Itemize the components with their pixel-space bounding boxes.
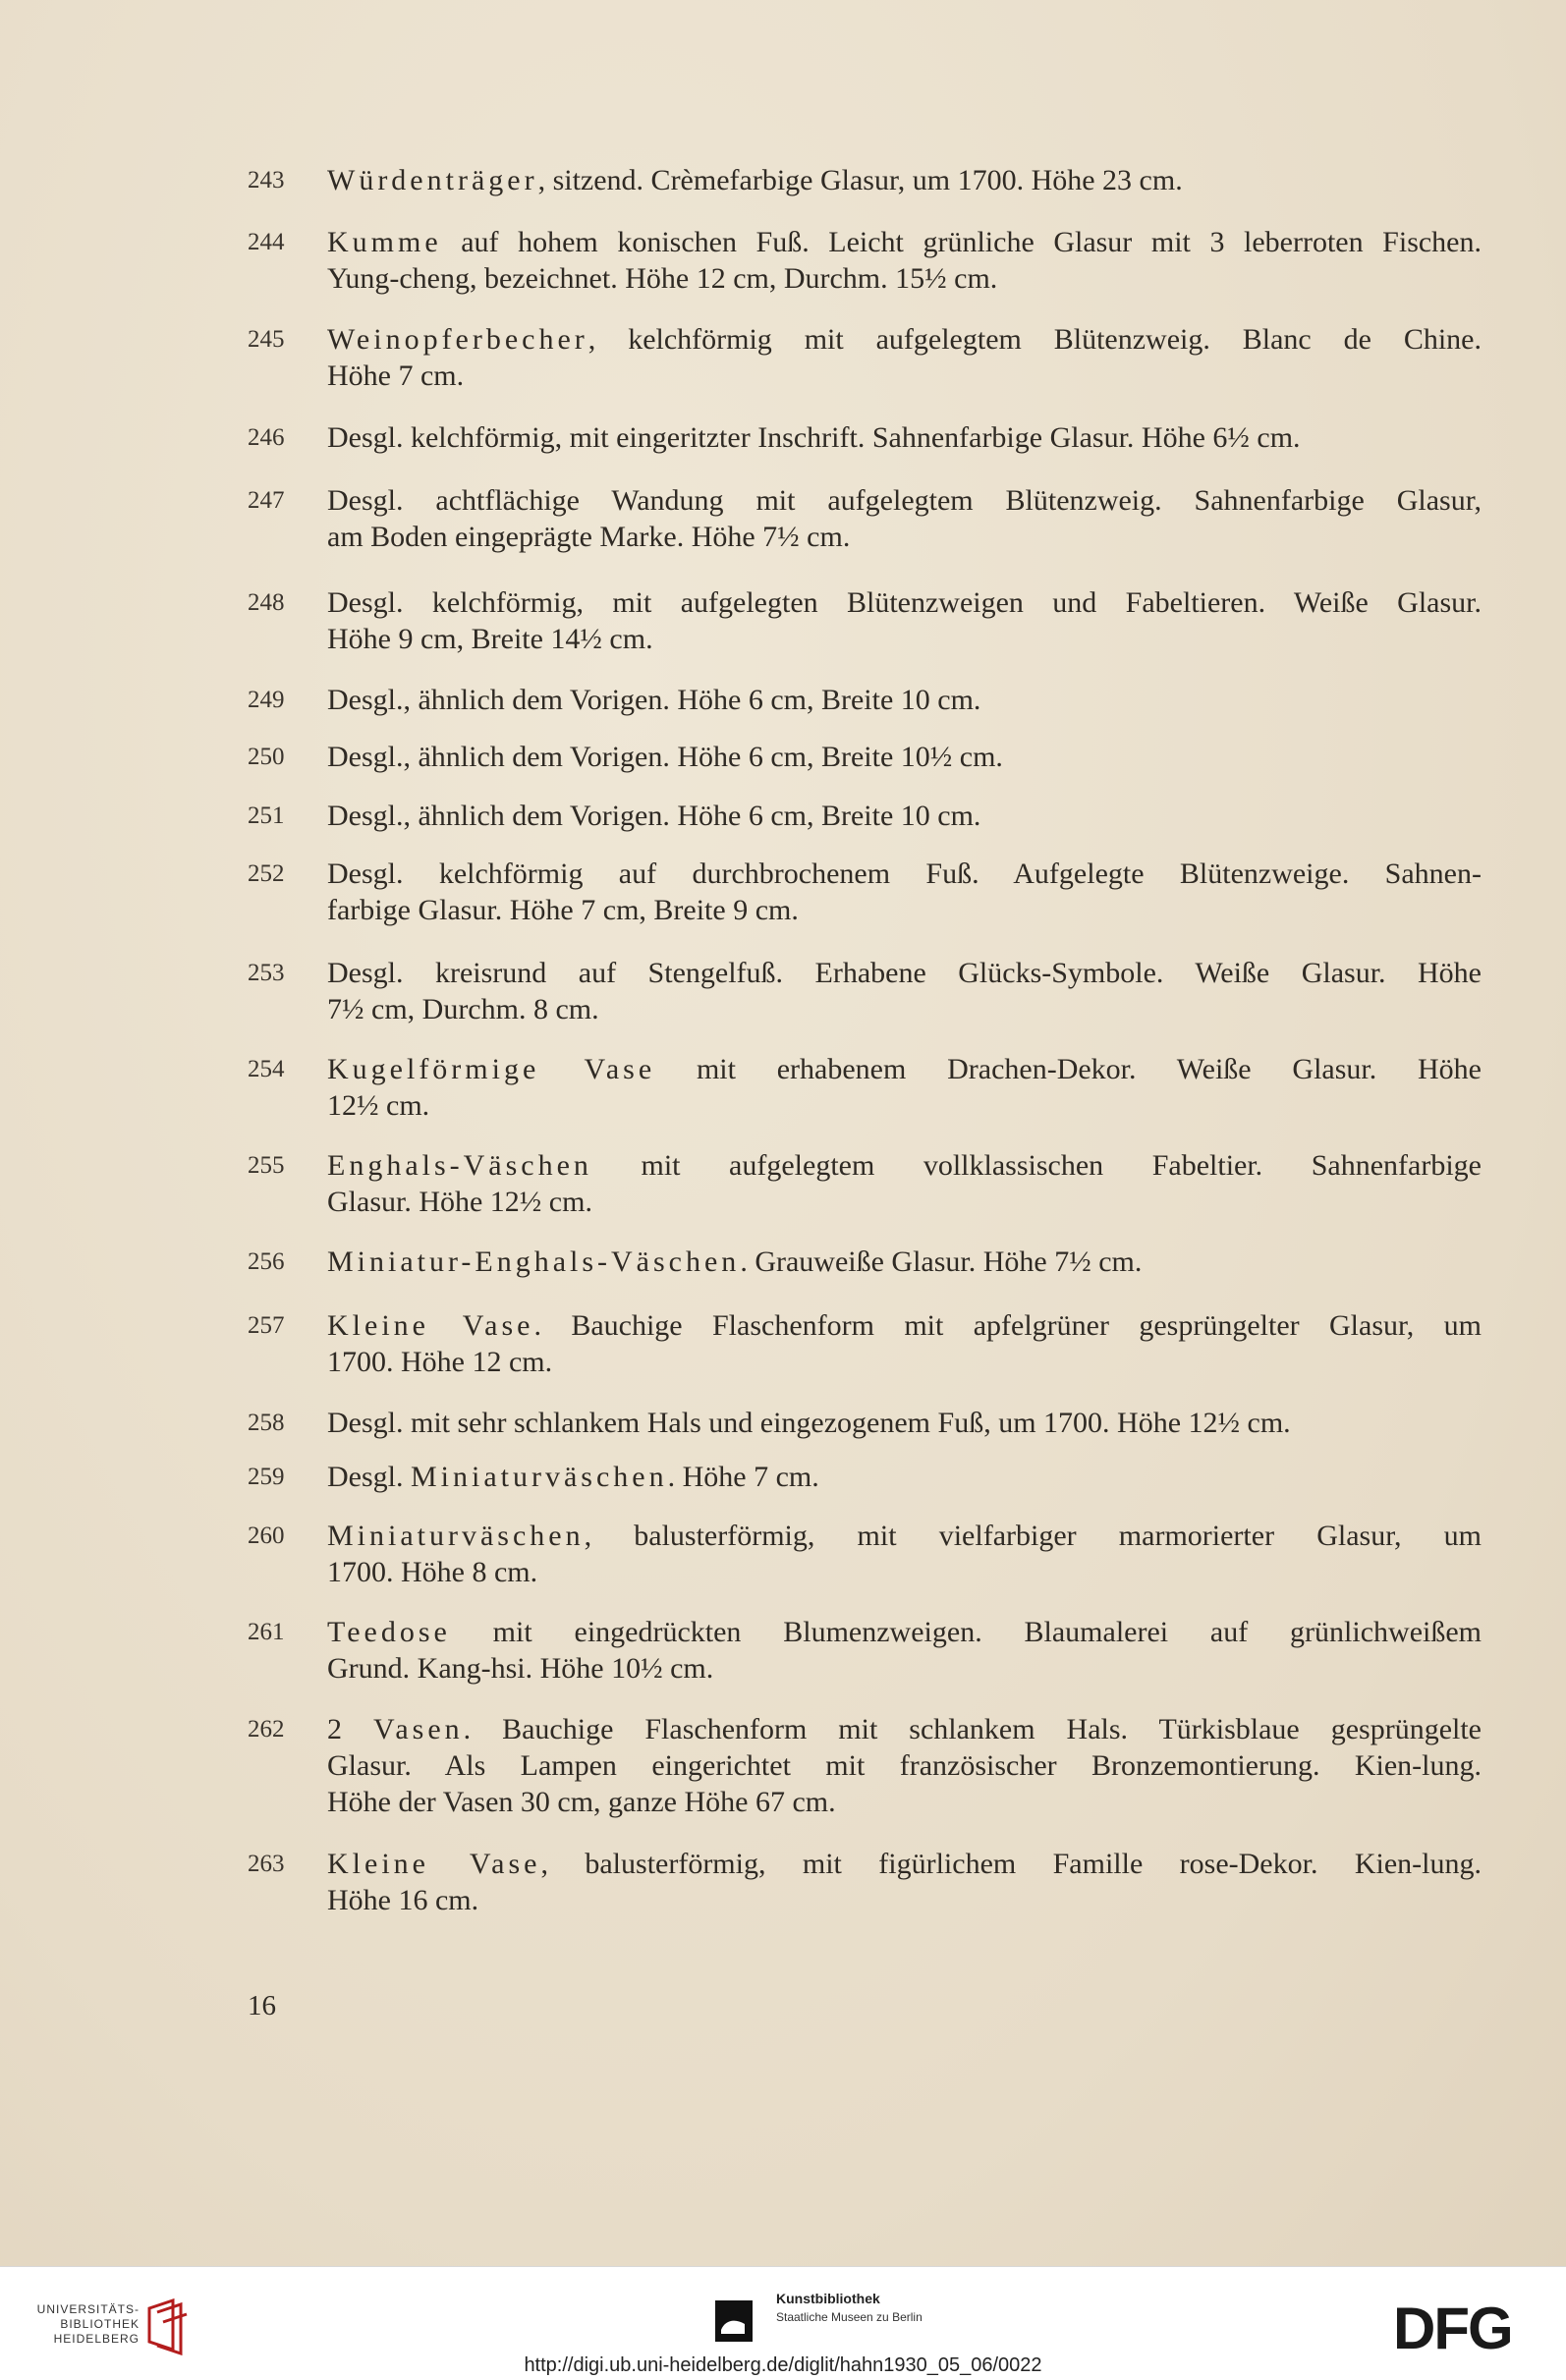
entry-description (327, 1244, 1482, 1280)
entry-line (327, 1882, 1482, 1918)
entry-text: Desgl. kelchförmig, mit aufgelegten Blütenzweigen und Fabeltieren. Weiße Glasur. (327, 586, 1482, 619)
entry-number: 252 (248, 860, 285, 887)
entry-text: Desgl. kelchförmig auf durchbrochenem Fuß. Aufgelegte Blütenzweige. Sahnen- (327, 858, 1482, 890)
entry-text: 2 (327, 1713, 373, 1745)
entry-line (327, 1518, 1482, 1554)
entry-line (327, 1614, 1482, 1650)
item-title: Vasen (372, 1713, 464, 1745)
library-line: BIBLIOTHEK (60, 2317, 140, 2331)
entry-text: Grund. Kang-hsi. Höhe 10½ cm. (327, 1652, 714, 1685)
entry-line (327, 1784, 1482, 1820)
entry-description (327, 1147, 1482, 1220)
entry-line (327, 1244, 1482, 1280)
entry-description (327, 1051, 1482, 1124)
entry-number: 251 (248, 803, 285, 829)
library-line: HEIDELBERG (53, 2332, 140, 2346)
entry-text: Yung-cheng, bezeichnet. Höhe 12 cm, Durchm. 15½ cm. (327, 262, 998, 295)
entry-description (327, 955, 1482, 1027)
entry-number: 247 (248, 487, 285, 514)
entry-text: am Boden eingeprägte Marke. Höhe 7½ cm. (327, 521, 851, 553)
kunstbibliothek-title: Kunstbibliothek (776, 2291, 880, 2306)
entry-description (327, 1614, 1482, 1687)
entry-text: mit erhabenem Drachen-Dekor. Weiße Glasur. Höhe (655, 1053, 1482, 1085)
entry-number: 255 (248, 1152, 285, 1179)
entry-description (327, 482, 1482, 555)
entry-number: 243 (248, 167, 285, 194)
item-title: Kleine Vase (327, 1309, 534, 1342)
entry-line (327, 358, 1482, 394)
entry-description (327, 1405, 1482, 1441)
entry-text: Höhe der Vasen 30 cm, ganze Höhe 67 cm. (327, 1786, 836, 1818)
entry-text: , balusterförmig, mit vielfarbiger marmorierter Glasur, um (584, 1520, 1482, 1552)
entry-line (327, 739, 1482, 775)
entry-line (327, 1554, 1482, 1590)
entry-number: 259 (248, 1464, 285, 1490)
entry-description (327, 682, 1482, 718)
item-title: Miniaturväschen (327, 1520, 585, 1552)
entry-number: 254 (248, 1056, 285, 1082)
entry-line (327, 1405, 1482, 1441)
page-number: 16 (248, 1990, 276, 2021)
entry-text: auf hohem konischen Fuß. Leicht grünliche Glasur mit 3 leberroten Fischen. (441, 226, 1482, 258)
item-title: Weinopferbecher (327, 323, 588, 356)
entry-description (327, 1459, 1482, 1495)
entry-description (327, 739, 1482, 775)
entry-text: Höhe 9 cm, Breite 14½ cm. (327, 623, 653, 655)
entry-number: 245 (248, 326, 285, 353)
entry-text: , balusterförmig, mit figürlichem Famille rose-Dekor. Kien-lung. (540, 1848, 1482, 1880)
entry-line (327, 482, 1482, 519)
entry-line (327, 1307, 1482, 1344)
entry-text: Desgl. mit sehr schlankem Hals und eingezogenem Fuß, um 1700. Höhe 12½ cm. (327, 1407, 1291, 1439)
entry-line (327, 991, 1482, 1027)
entry-text: Desgl., ähnlich dem Vorigen. Höhe 6 cm, Breite 10 cm. (327, 684, 981, 716)
entry-description (327, 1711, 1482, 1820)
entry-text: 1700. Höhe 12 cm. (327, 1346, 553, 1378)
entry-description (327, 798, 1482, 834)
entry-line (327, 798, 1482, 834)
entry-text: Höhe 16 cm. (327, 1884, 479, 1916)
entry-number: 263 (248, 1851, 285, 1877)
entry-number: 244 (248, 229, 285, 255)
entry-number: 246 (248, 424, 285, 451)
entry-text: , sitzend. Crèmefarbige Glasur, um 1700. Höhe 23 cm. (537, 164, 1183, 196)
library-name (22, 2302, 140, 2347)
entry-line (327, 224, 1482, 260)
entry-text: farbige Glasur. Höhe 7 cm, Breite 9 cm. (327, 894, 799, 926)
heidelberg-library-logo[interactable] (22, 2298, 189, 2357)
entry-number: 248 (248, 589, 285, 616)
entry-description (327, 162, 1482, 198)
entry-line (327, 856, 1482, 892)
item-title: Miniaturväschen (411, 1461, 668, 1493)
entry-text: mit eingedrückten Blumenzweigen. Blaumalerei auf grünlichweißem (450, 1616, 1482, 1648)
item-title: Teedose (327, 1616, 451, 1648)
entry-number: 256 (248, 1248, 285, 1275)
entry-number: 262 (248, 1716, 285, 1743)
entry-number: 261 (248, 1619, 285, 1645)
entry-text: Desgl. (327, 1461, 411, 1493)
entry-line (327, 519, 1482, 555)
entry-line (327, 1711, 1482, 1747)
entry-text: . Grauweiße Glasur. Höhe 7½ cm. (740, 1245, 1143, 1278)
entry-text: . Höhe 7 cm. (667, 1461, 819, 1493)
entry-text: Glasur. Als Lampen eingerichtet mit französischer Bronzemontierung. Kien-lung. (327, 1749, 1482, 1782)
entry-line (327, 955, 1482, 991)
entry-line (327, 1087, 1482, 1124)
entry-line (327, 1650, 1482, 1687)
entry-line (327, 1184, 1482, 1220)
entry-text: Glasur. Höhe 12½ cm. (327, 1186, 592, 1218)
footer-bar (0, 2266, 1566, 2380)
entry-line (327, 1344, 1482, 1380)
entry-description (327, 584, 1482, 657)
library-line: UNIVERSITÄTS- (36, 2302, 140, 2316)
entry-text: 7½ cm, Durchm. 8 cm. (327, 993, 599, 1025)
entry-line (327, 321, 1482, 358)
entry-description (327, 224, 1482, 297)
entry-line (327, 260, 1482, 297)
item-title: Würdenträger (327, 164, 538, 196)
entry-description (327, 1518, 1482, 1590)
entry-line (327, 621, 1482, 657)
entry-number: 260 (248, 1522, 285, 1549)
kunstbibliothek-emblem-icon (715, 2300, 753, 2342)
entry-text: Desgl. kreisrund auf Stengelfuß. Erhabene Glücks-Symbole. Weiße Glasur. Höhe (327, 957, 1482, 989)
entry-text: 1700. Höhe 8 cm. (327, 1556, 538, 1588)
item-title: Miniatur-Enghals-Väschen (327, 1245, 741, 1278)
entry-text: Desgl. kelchförmig, mit eingeritzter Inschrift. Sahnenfarbige Glasur. Höhe 6½ cm. (327, 421, 1301, 454)
entry-description (327, 1846, 1482, 1918)
entry-line (327, 682, 1482, 718)
entry-text: , kelchförmig mit aufgelegtem Blütenzweig. Blanc de Chine. (587, 323, 1482, 356)
entry-number: 257 (248, 1312, 285, 1339)
item-title: Enghals-Väschen (327, 1149, 592, 1182)
permalink-url[interactable]: http://digi.ub.uni-heidelberg.de/diglit/hahn1930_05_06/0022 (524, 2354, 1042, 2376)
entry-number: 249 (248, 687, 285, 713)
entry-line (327, 584, 1482, 621)
entry-line (327, 1459, 1482, 1495)
entry-text: mit aufgelegtem vollklassischen Fabeltier. Sahnenfarbige (591, 1149, 1482, 1182)
entry-text: Höhe 7 cm. (327, 360, 465, 392)
entry-text: Desgl., ähnlich dem Vorigen. Höhe 6 cm, Breite 10½ cm. (327, 741, 1003, 773)
entry-description (327, 321, 1482, 394)
entry-text: Desgl. achtflächige Wandung mit aufgelegtem Blütenzweig. Sahnenfarbige Glasur, (327, 484, 1482, 517)
kunstbibliothek-logo[interactable] (715, 2289, 951, 2348)
entry-text: . Bauchige Flaschenform mit apfelgrüner gesprüngelter Glasur, um (533, 1309, 1482, 1342)
entry-line (327, 892, 1482, 928)
entry-text: 12½ cm. (327, 1089, 430, 1122)
entry-line (327, 1147, 1482, 1184)
entry-text: Desgl., ähnlich dem Vorigen. Höhe 6 cm, Breite 10 cm. (327, 800, 981, 832)
entry-text: . Bauchige Flaschenform mit schlankem Hals. Türkisblaue gesprüngelte (463, 1713, 1482, 1745)
dfg-logo[interactable]: DFG (1393, 2296, 1512, 2361)
item-title: Kleine Vase (327, 1848, 541, 1880)
entry-number: 258 (248, 1410, 285, 1436)
entry-line (327, 162, 1482, 198)
entry-number: 253 (248, 960, 285, 986)
entry-description (327, 419, 1482, 456)
entry-number: 250 (248, 744, 285, 770)
item-title: Kugelförmige Vase (327, 1053, 656, 1085)
entry-line (327, 1747, 1482, 1784)
entry-description (327, 1307, 1482, 1380)
kunstbibliothek-subtitle: Staatliche Museen zu Berlin (776, 2310, 923, 2324)
item-title: Kumme (327, 226, 442, 258)
entry-description (327, 856, 1482, 928)
entry-line (327, 1846, 1482, 1882)
entry-line (327, 1051, 1482, 1087)
library-emblem-icon (143, 2298, 191, 2355)
entry-line (327, 419, 1482, 456)
